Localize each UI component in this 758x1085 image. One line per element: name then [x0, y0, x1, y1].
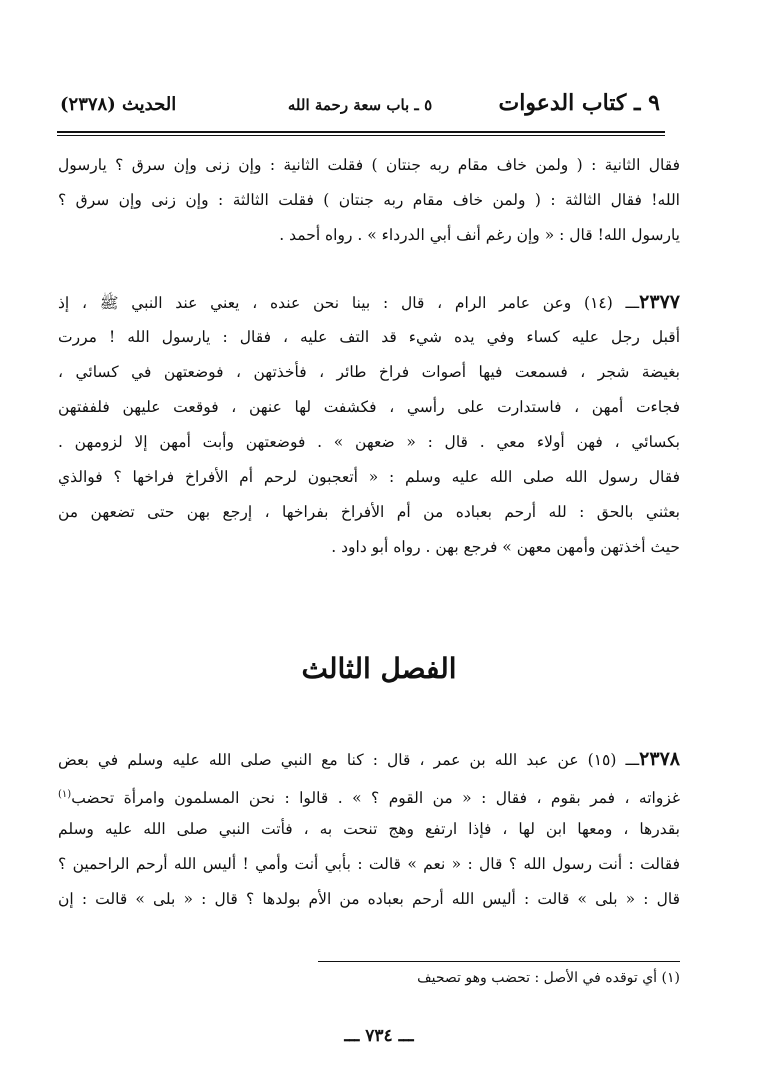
chapter-title: ٥ ـ باب سعة رحمة الله	[287, 96, 433, 114]
continued-hadith-text	[58, 148, 680, 253]
text-line: فقال رسول الله صلى الله عليه وسلم : « أتعجبون لرحم أم الأفراخ فراخها ؟ فوالذي	[58, 468, 680, 486]
footnote-marker: (١)	[58, 789, 72, 800]
text-line: بعثني بالحق : لله أرحم بعباده من أم الأفراخ بفراخها ، إرجع بهن حتى تضعهن من	[58, 503, 680, 521]
text-line: الله! فقال الثالثة : ( ولمن خاف مقام ربه جنتان ) فقلت الثالثة : وإن زنى وإن سرق ؟	[58, 191, 680, 209]
text-line: ـــ (١٥) عن عبد الله بن عمر ، قال : كنا مع النبي صلى الله عليه وسلم في بعض	[58, 751, 640, 769]
hadith-number: ٢٣٧٨	[639, 748, 680, 770]
text-line: فجاءت أمهن ، فاستدارت على رأسي ، فكشفت لها عنهن ، فوقعت عليهن فلففتهن	[58, 398, 680, 416]
hadith-2377	[58, 285, 680, 565]
header-rule-thin	[57, 135, 665, 136]
text-line: بغيضة شجر ، فسمعت فيها أصوات فراخ طائر ، فأخذتهن ، فوضعتهن في كسائي ،	[58, 363, 680, 381]
footnote-rule	[318, 961, 680, 962]
text-line: فقالت : أنت رسول الله ؟ قال : « نعم » قالت : بأبي أنت وأمي ! أليس الله أرحم الراحمين ؟	[58, 855, 680, 873]
text-line: بقدرها ، ومعها ابن لها ، فإذا ارتفع وهج تنحت به ، فأتت النبي صلى الله عليه وسلم	[58, 820, 680, 838]
hadith-2378	[58, 742, 680, 917]
section-heading: الفصل الثالث	[301, 652, 457, 685]
text-line: حيث أخذتهن وأمهن معهن » فرجع بهن . رواه أبو داود .	[331, 538, 680, 556]
hadith-reference: الحديث (٢٣٧٨)	[60, 94, 177, 115]
hadith-number: ٢٣٧٧	[639, 291, 680, 313]
text-line: يارسول الله! قال : « وإن رغم أنف أبي الدرداء » . رواه أحمد .	[279, 226, 680, 244]
header-rule	[57, 131, 665, 133]
footnote: (١) أي توقده في الأصل : تحضب وهو تصحيف	[417, 970, 680, 986]
text-line: فقال الثانية : ( ولمن خاف مقام ربه جنتان ) فقلت الثانية : وإن زنى وإن سرق ؟ يارسول	[58, 156, 680, 174]
page-number: ـــ ٧٣٤ ـــ	[344, 1026, 414, 1046]
text-line: غزواته ، فمر بقوم ، فقال : « من القوم ؟ » . قالوا : نحن المسلمون وامرأة تحضب	[71, 789, 680, 808]
text-line: أقبل رجل عليه كساء وفي يده شيء قد التف عليه ، فقال : يارسول الله ! مررت	[58, 328, 680, 346]
text-line: بكسائي ، فهن أولاء معي . قال : « ضعهن » . فوضعتهن وأبت أمهن إلا لزومهن .	[58, 433, 680, 451]
running-header	[60, 86, 660, 126]
text-line: قال : « بلى » قالت : أليس الله أرحم بعباده من الأم بولدها ؟ قال : « بلى » قالت : إن	[58, 890, 680, 908]
book-title: ٩ ـ كتاب الدعوات	[498, 90, 660, 116]
text-line: ـــ (١٤) وعن عامر الرام ، قال : بينا نحن عنده ، يعني عند النبي ﷺ ، إذ	[58, 294, 640, 312]
